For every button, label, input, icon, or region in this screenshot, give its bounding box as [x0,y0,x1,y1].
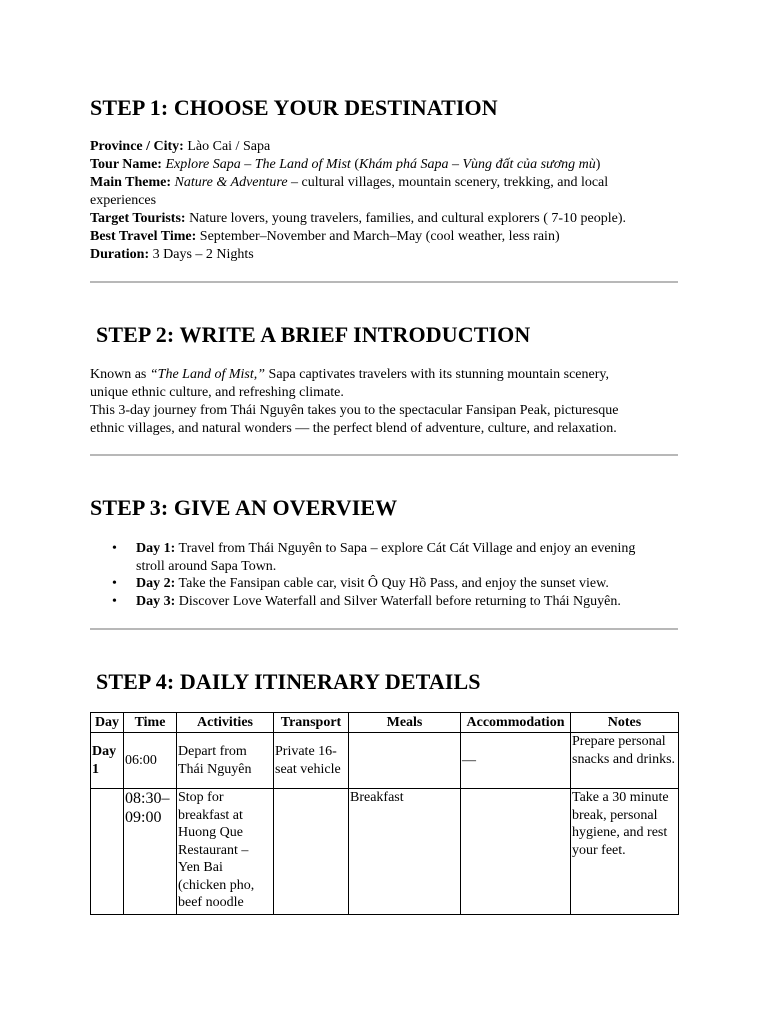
cell-accommodation [461,789,571,915]
tour-name-vi: Khám phá Sapa – Vùng đất của sương mù [359,157,596,172]
cell-activities: Depart from Thái Nguyên [177,733,274,789]
cell-meals: Breakfast [349,789,461,915]
best-time-line [90,228,690,246]
divider-2 [90,454,678,456]
cell-accommodation: — [461,733,571,789]
overview-day-text: Travel from Thái Nguyên to Sapa – explore Cát Cát Village and enjoy an evening [175,541,636,556]
province-line [90,138,690,156]
overview-day-label: Day 1: [136,541,176,556]
intro-line-3: This 3-day journey from Thái Nguyên takes you to the spectacular Fansipan Peak, picturesque [90,403,619,418]
table-row [91,789,679,915]
theme-rest: – cultural villages, mountain scenery, trekking, and local [287,175,609,190]
column-header: Transport [274,713,349,733]
divider-1 [90,281,678,283]
intro-line-1 [90,366,690,384]
province-label: Province / City: [90,139,184,154]
tour-name-line [90,156,690,174]
cell-transport [274,789,349,915]
cell-time: 08:30–09:00 [124,789,177,915]
target-label: Target Tourists: [90,211,186,226]
column-header: Activities [177,713,274,733]
overview-day-text-cont: stroll around Sapa Town. [136,558,277,574]
bullet-icon: • [112,576,117,591]
duration-value: 3 Days – 2 Nights [149,247,254,262]
step4-heading: STEP 4: DAILY ITINERARY DETAILS [96,669,481,694]
intro-line-2: unique ethnic culture, and refreshing climate. [90,385,344,400]
overview-item-day3 [90,593,690,611]
overview-item-day2 [90,575,690,593]
overview-list [90,540,690,610]
overview-day-label: Day 2: [136,576,176,591]
duration-label: Duration: [90,247,150,262]
tour-name-en: Explore Sapa – The Land of Mist [165,157,351,172]
column-header: Day [91,713,124,733]
divider-3 [90,628,678,630]
tour-name-paren-close: ) [595,157,601,172]
step3-heading: STEP 3: GIVE AN OVERVIEW [90,495,398,520]
table-row [91,733,679,789]
cell-meals [349,733,461,789]
column-header: Time [124,713,177,733]
intro-line-4: ethnic villages, and natural wonders — the perfect blend of adventure, culture, and relaxation. [90,421,617,436]
intro-quote: “The Land of Mist,” [149,367,266,382]
theme-line-2: experiences [90,193,157,208]
cell-activities: Stop for breakfast at Huong Que Restaurant – Yen Bai (chicken pho, beef noodle [177,789,274,915]
cell-notes: Prepare personal snacks and drinks. [571,733,679,789]
overview-day-label: Day 3: [136,593,176,609]
bullet-icon: • [112,593,117,609]
column-header: Meals [349,713,461,733]
overview-day-text: Discover Love Waterfall and Silver Waterfall before returning to Thái Nguyên. [175,593,621,609]
target-line [90,210,690,228]
best-time-value: September–November and March–May (cool weather, less rain) [196,229,560,244]
cell-day: Day 1 [91,733,124,789]
overview-day-text: Take the Fansipan cable car, visit Ô Quy Hồ Pass, and enjoy the sunset view. [175,576,609,591]
itinerary-table [90,712,679,915]
theme-italic: Nature & Adventure [174,175,288,190]
theme-line [90,174,690,192]
cell-transport: Private 16-seat vehicle [274,733,349,789]
overview-item-day1 [90,540,690,575]
column-header: Accommodation [461,713,571,733]
step2-heading: STEP 2: WRITE A BRIEF INTRODUCTION [96,322,531,347]
tour-name-paren-open: ( [350,157,359,172]
bullet-icon: • [112,541,117,556]
cell-time: 06:00 [124,733,177,789]
cell-day [91,789,124,915]
step1-details [90,138,690,264]
duration-line [90,246,690,264]
step1-heading: STEP 1: CHOOSE YOUR DESTINATION [90,95,498,120]
best-time-label: Best Travel Time: [90,229,197,244]
theme-label: Main Theme: [90,175,172,190]
cell-notes: Take a 30 minute break, personal hygiene, and rest your feet. [571,789,679,915]
column-header: Notes [571,713,679,733]
step2-intro [90,366,690,438]
tour-name-label: Tour Name: [90,157,162,172]
intro-prefix: Known as [90,367,150,382]
target-value: Nature lovers, young travelers, families, and cultural explorers ( 7-10 people). [185,211,627,226]
intro-line-1-rest: Sapa captivates travelers with its stunning mountain scenery, [265,367,609,382]
province-value: Lào Cai / Sapa [183,139,271,154]
table-header-row [91,713,679,733]
